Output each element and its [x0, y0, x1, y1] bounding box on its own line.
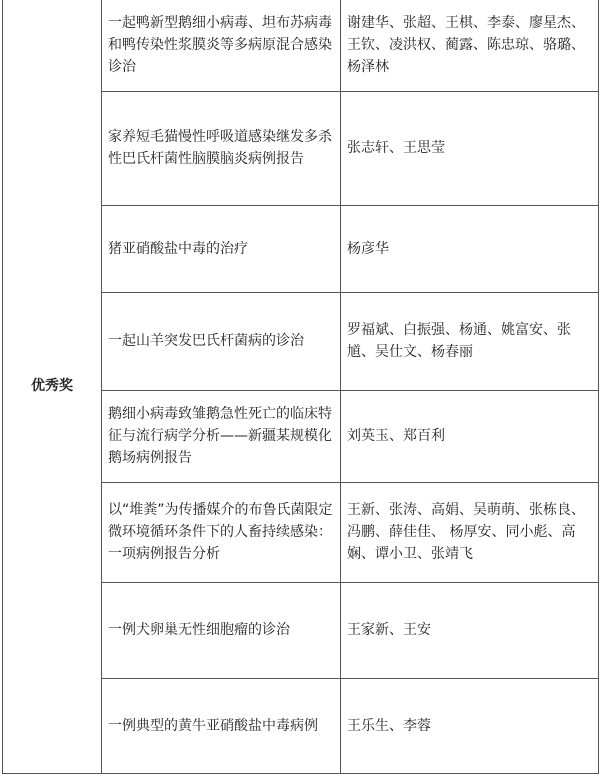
case-authors: 王乐生、李蓉	[341, 678, 599, 773]
case-title: 鹅细小病毒致雏鹅急性死亡的临床特征与流行病学分析——新疆某规模化鹅场病例报告	[102, 390, 341, 482]
case-authors: 罗福斌、白振强、杨通、姚富安、张馗、吴仕文、杨春丽	[341, 292, 599, 390]
case-authors: 谢建华、张超、王棋、李泰、廖星杰、王钦、凌洪权、蔺露、陈忠琼、骆璐、杨泽林	[341, 0, 599, 91]
table-row	[3, 0, 599, 91]
case-title: 以“堆粪”为传播媒介的布鲁氏菌限定微环境循环条件下的人畜持续感染：一项病例报告分析	[102, 482, 341, 582]
awards-table	[2, 0, 599, 774]
case-authors: 刘英玉、郑百利	[341, 390, 599, 482]
case-title: 猪亚硝酸盐中毒的治疗	[102, 205, 341, 292]
case-title: 一例犬卵巢无性细胞瘤的诊治	[102, 582, 341, 678]
category-cell: 优秀奖	[3, 0, 102, 773]
case-authors: 王家新、王安	[341, 582, 599, 678]
case-title: 一例典型的黄牛亚硝酸盐中毒病例	[102, 678, 341, 773]
case-title: 一起鸭新型鹅细小病毒、坦布苏病毒和鸭传染性浆膜炎等多病原混合感染诊治	[102, 0, 341, 91]
case-title: 家养短毛猫慢性呼吸道感染继发多杀性巴氏杆菌性脑膜脑炎病例报告	[102, 91, 341, 205]
case-title: 一起山羊突发巴氏杆菌病的诊治	[102, 292, 341, 390]
case-authors: 张志轩、王思莹	[341, 91, 599, 205]
case-authors: 杨彦华	[341, 205, 599, 292]
case-authors: 王新、张涛、高娟、吴萌萌、张栋良、冯鹏、薛佳佳、 杨厚安、同小彪、高娴、谭小卫、张靖飞	[341, 482, 599, 582]
